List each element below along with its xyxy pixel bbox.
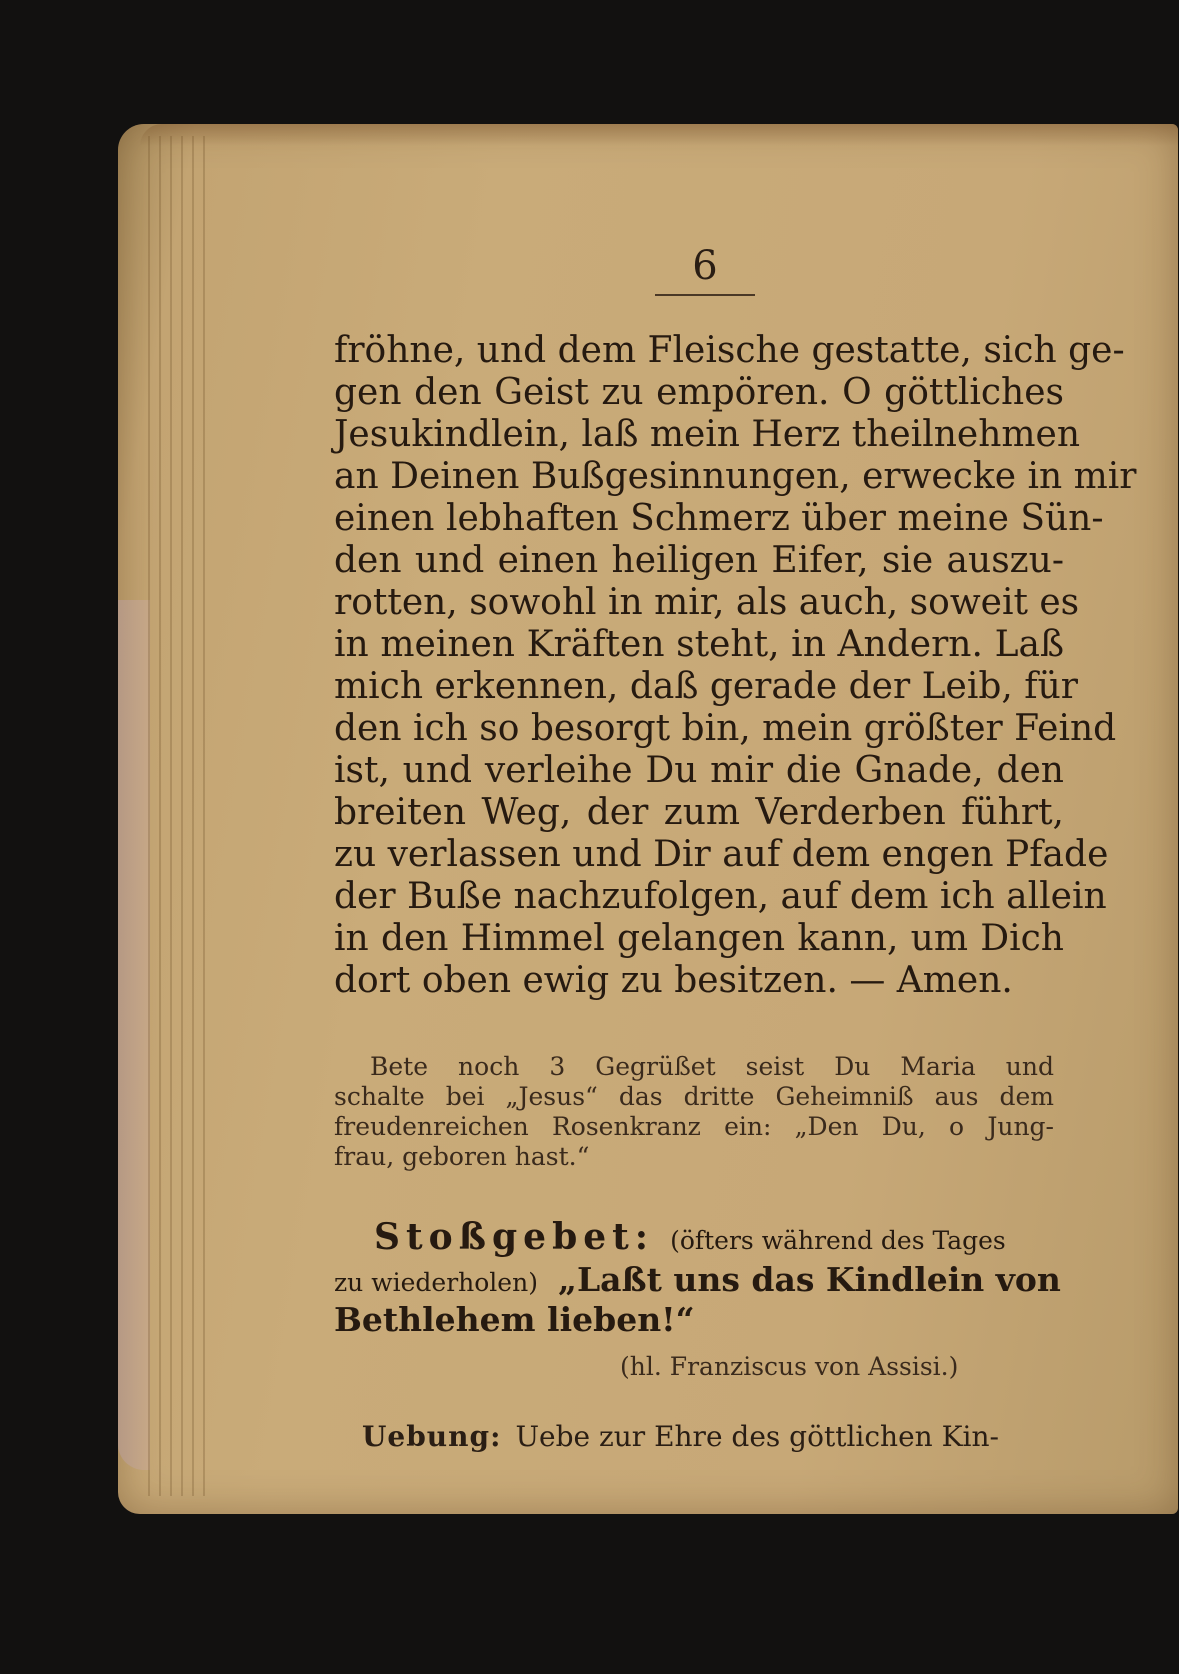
body-line: einen lebhaften Schmerz über meine Sün- (334, 498, 1104, 539)
stossgebet-hint: (öfters während des Tages (670, 1226, 1006, 1255)
page-number: 6 (692, 243, 718, 289)
page-stack-edges (148, 136, 208, 1496)
stossgebet-second-line (334, 1260, 1064, 1300)
body-line: an Deinen Bußgesinnungen, erwecke in mir (334, 456, 1137, 497)
page-number-rule (655, 294, 755, 296)
body-line: der Buße nachzufolgen, auf dem ich allein (334, 876, 1107, 917)
uebung-label: Uebung: (362, 1420, 502, 1453)
note-line: schalte bei „Jesus“ das dritte Geheimniß aus dem (334, 1082, 1054, 1111)
stossgebet-prayer-part2: Bethlehem lieben!“ (334, 1300, 695, 1339)
body-line: dort oben ewig zu besitzen. — Amen. (334, 960, 1013, 1001)
uebung-text: Uebe zur Ehre des göttlichen Kin- (515, 1420, 999, 1453)
prayer-note (334, 1052, 1054, 1172)
stossgebet-section (334, 1216, 1064, 1340)
body-line: gen den Geist zu empören. O göttliches (334, 372, 1064, 413)
body-line: ist, und verleihe Du mir die Gnade, den (334, 750, 1064, 791)
uebung-line (362, 1420, 999, 1453)
body-line: zu verlassen und Dir auf dem engen Pfade (334, 834, 1109, 875)
note-line: Bete noch 3 Gegrüßet seist Du Maria und (370, 1052, 1054, 1081)
body-line: Jesukindlein, laß mein Herz theilnehmen (334, 414, 1081, 455)
body-line: fröhne, und dem Fleische gestatte, sich ge- (334, 330, 1125, 371)
body-line: in meinen Kräften steht, in Andern. Laß (334, 624, 1064, 665)
body-line: breiten Weg, der zum Verderben führt, (334, 792, 1064, 833)
body-line: mich erkennen, daß gerade der Leib, für (334, 666, 1079, 707)
page-edge (118, 600, 150, 1470)
page-top-shadow (140, 124, 1178, 146)
stossgebet-heading-line (334, 1216, 1064, 1260)
stossgebet-label: Stoßgebet: (374, 1216, 655, 1258)
body-line: rotten, sowohl in mir, als auch, soweit es (334, 582, 1080, 623)
note-line: frau, geboren hast.“ (334, 1142, 590, 1171)
body-text (334, 330, 1137, 1002)
body-line: in den Himmel gelangen kann, um Dich (334, 918, 1064, 959)
stossgebet-source: (hl. Franziscus von Assisi.) (620, 1352, 959, 1381)
body-line: den und einen heiligen Eifer, sie auszu- (334, 540, 1064, 581)
body-line: den ich so besorgt bin, mein größter Feind (334, 708, 1117, 749)
stossgebet-prayer-part1: „Laßt uns das Kindlein von (557, 1260, 1061, 1299)
note-line: freudenreichen Rosenkranz ein: „Den Du, o Jung- (334, 1112, 1054, 1141)
stossgebet-hint-continuation: zu wiederholen) (334, 1268, 538, 1297)
